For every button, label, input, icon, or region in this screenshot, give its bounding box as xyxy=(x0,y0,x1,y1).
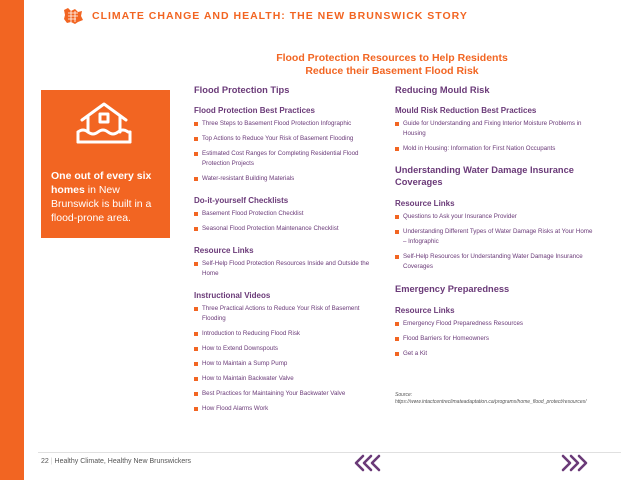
diy-checklists-subheading: Do-it-yourself Checklists xyxy=(194,196,289,205)
video-link[interactable]: Introduction to Reducing Flood Risk xyxy=(202,330,301,337)
list-item[interactable] xyxy=(395,227,595,247)
video-link[interactable]: Best Practices for Maintaining Your Backwater Valve xyxy=(202,390,346,397)
list-item[interactable] xyxy=(395,119,595,139)
resource-link[interactable]: Seasonal Flood Protection Maintenance Checklist xyxy=(202,225,339,232)
list-item[interactable] xyxy=(395,334,595,344)
resource-link[interactable]: Estimated Cost Ranges for Completing Residential Flood Protection Projects xyxy=(202,150,359,167)
resource-link[interactable]: Understanding Different Types of Water Damage Risks at Your Home – Infographic xyxy=(403,228,593,245)
next-page-chevrons-icon[interactable] xyxy=(560,454,588,472)
right-column xyxy=(395,84,595,359)
list-item[interactable] xyxy=(194,374,384,384)
list-item[interactable] xyxy=(194,259,384,279)
resource-link[interactable]: Get a Kit xyxy=(403,350,428,357)
list-item[interactable] xyxy=(194,389,384,399)
page-title-line-1: Flood Protection Resources to Help Residents xyxy=(276,52,508,64)
resource-links-list xyxy=(194,259,384,279)
resource-link[interactable]: Top Actions to Reduce Your Risk of Basement Flooding xyxy=(202,135,354,142)
mould-links-list xyxy=(395,119,595,154)
list-item[interactable] xyxy=(194,344,384,354)
list-item[interactable] xyxy=(194,174,384,184)
video-link[interactable]: Three Practical Actions to Reduce Your Risk of Basement Flooding xyxy=(202,305,360,322)
video-link[interactable]: How to Maintain Backwater Valve xyxy=(202,375,294,382)
left-accent-bar xyxy=(0,0,24,480)
footer-divider xyxy=(38,452,621,453)
list-item[interactable] xyxy=(395,212,595,222)
emergency-preparedness-heading: Emergency Preparedness xyxy=(395,284,510,294)
list-item[interactable] xyxy=(194,149,384,169)
best-practices-subheading: Flood Protection Best Practices xyxy=(194,106,315,115)
video-link[interactable]: How to Maintain a Sump Pump xyxy=(202,360,288,367)
insurance-resource-links-subheading: Resource Links xyxy=(395,199,455,208)
resource-link[interactable]: Questions to Ask your Insurance Provider xyxy=(403,213,517,220)
resource-link[interactable]: Flood Barriers for Homeowners xyxy=(403,335,489,342)
list-item[interactable] xyxy=(194,404,384,414)
video-link[interactable]: How to Extend Downspouts xyxy=(202,345,279,352)
list-item[interactable] xyxy=(194,224,384,234)
list-item[interactable] xyxy=(194,209,384,219)
list-item[interactable] xyxy=(395,252,595,272)
header xyxy=(62,6,468,26)
resource-links-subheading: Resource Links xyxy=(194,246,254,255)
callout-rest-text: in New Brunswick is built in a flood-prone area. xyxy=(51,184,152,224)
instructional-videos-list xyxy=(194,304,384,414)
list-item[interactable] xyxy=(194,119,384,129)
video-link[interactable]: How Flood Alarms Work xyxy=(202,405,269,412)
best-practices-list xyxy=(194,119,384,184)
callout-statistic-text xyxy=(51,169,166,225)
resource-link[interactable]: Three Steps to Basement Flood Protection Infographic xyxy=(202,120,352,127)
footer xyxy=(41,458,191,465)
statistic-callout xyxy=(41,90,170,238)
resource-link[interactable]: Guide for Understanding and Fixing Interior Moisture Problems in Housing xyxy=(403,120,582,137)
insurance-coverage-heading: Understanding Water Damage Insurance Coverages xyxy=(395,165,574,187)
flooded-house-icon xyxy=(74,98,134,150)
page-title-line-2: Reduce their Basement Flood Risk xyxy=(305,65,479,77)
left-column xyxy=(194,84,384,414)
list-item[interactable] xyxy=(395,349,595,359)
emergency-resource-links-subheading: Resource Links xyxy=(395,306,455,315)
mould-best-practices-subheading: Mould Risk Reduction Best Practices xyxy=(395,106,537,115)
resource-link[interactable]: Emergency Flood Preparedness Resources xyxy=(403,320,524,327)
resource-link[interactable]: Water-resistant Building Materials xyxy=(202,175,295,182)
flood-protection-tips-heading: Flood Protection Tips xyxy=(194,85,290,95)
publication-title: Healthy Climate, Healthy New Brunswickers xyxy=(54,458,192,465)
resource-link[interactable]: Mold in Housing: Information for First Nation Occupants xyxy=(403,145,556,152)
resource-link[interactable]: Self-Help Flood Protection Resources Inside and Outside the Home xyxy=(202,260,370,277)
page-title xyxy=(232,52,552,78)
instructional-videos-subheading: Instructional Videos xyxy=(194,291,271,300)
callout-bold-text: One out of every six homes xyxy=(51,170,152,196)
list-item[interactable] xyxy=(395,144,595,154)
list-item[interactable] xyxy=(194,304,384,324)
emergency-links-list xyxy=(395,319,595,359)
footer-separator: | xyxy=(50,458,55,465)
resource-link[interactable]: Basement Flood Protection Checklist xyxy=(202,210,304,217)
new-brunswick-logo-icon xyxy=(62,7,84,25)
previous-page-chevrons-icon[interactable] xyxy=(354,454,382,472)
reducing-mould-risk-heading: Reducing Mould Risk xyxy=(395,85,490,95)
source-citation: Source: https://www.intactcentreclimateadaptation.ca/programs/home_flood_protect/resources/ xyxy=(395,392,587,405)
document-title: CLIMATE CHANGE AND HEALTH: THE NEW BRUNSWICK STORY xyxy=(92,10,468,22)
diy-checklists-list xyxy=(194,209,384,234)
list-item[interactable] xyxy=(194,134,384,144)
insurance-links-list xyxy=(395,212,595,272)
list-item[interactable] xyxy=(395,319,595,329)
page-number: 22 xyxy=(41,458,49,465)
list-item[interactable] xyxy=(194,329,384,339)
list-item[interactable] xyxy=(194,359,384,369)
resource-link[interactable]: Self-Help Resources for Understanding Water Damage Insurance Coverages xyxy=(403,253,583,270)
